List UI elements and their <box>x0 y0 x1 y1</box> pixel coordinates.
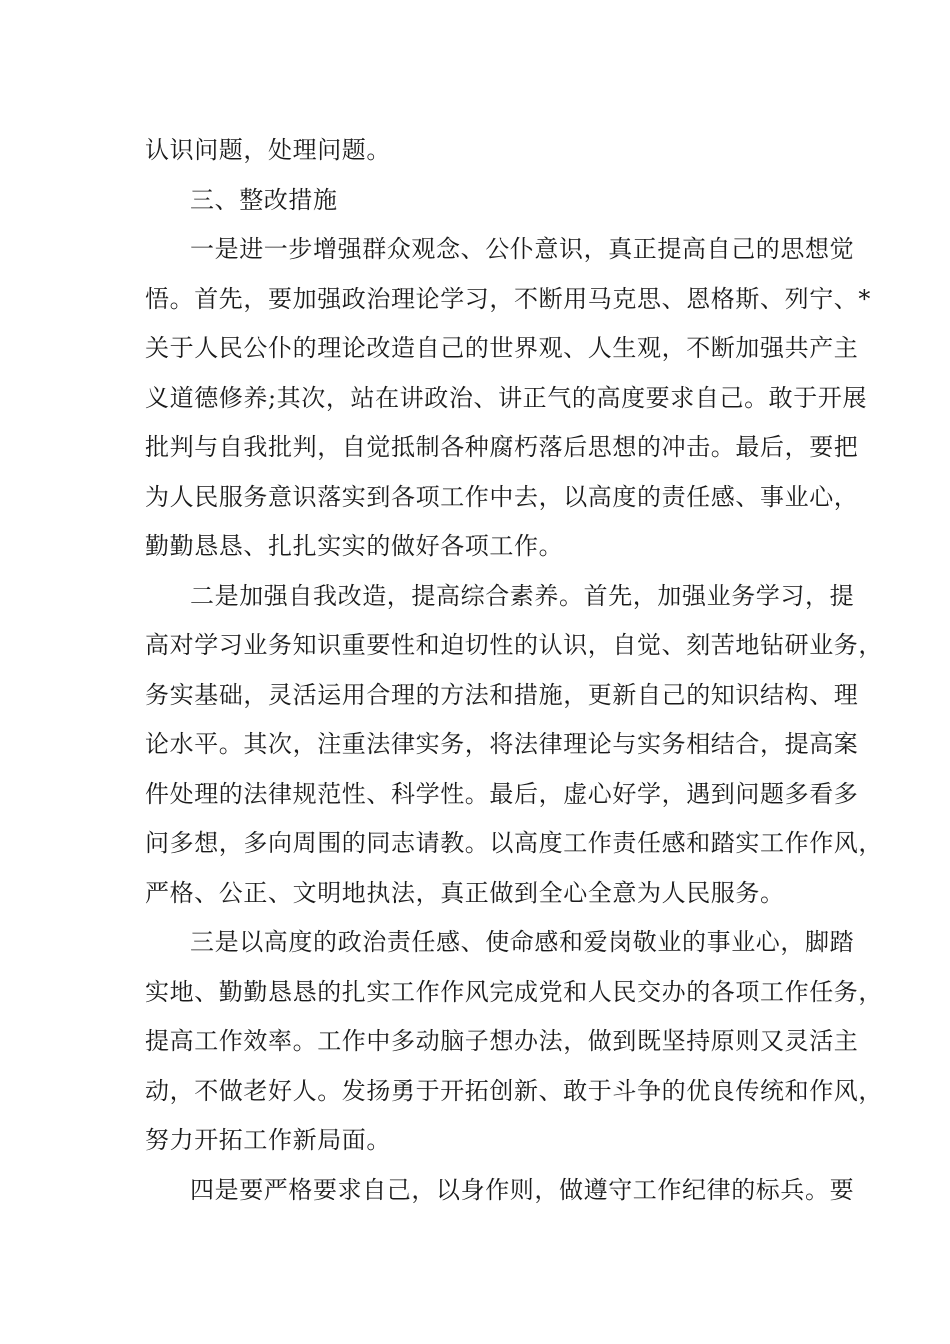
text-line: 一是进一步增强群众观念、公仆意识，真正提高自己的思想觉 <box>190 235 855 263</box>
text-line: 为人民服务意识落实到各项工作中去，以高度的责任感、事业心， <box>145 482 859 511</box>
text-line: 三、整改措施 <box>190 185 338 214</box>
text-line: 务实基础，灵活运用合理的方法和措施，更新自己的知识结构、理 <box>145 680 859 709</box>
text-line: 认识问题，处理问题。 <box>145 136 391 164</box>
text-line: 件处理的法律规范性、科学性。最后，虚心好学，遇到问题多看多 <box>145 779 859 808</box>
text-line: 勤勤恳恳、扎扎实实的做好各项工作。 <box>145 532 564 560</box>
text-line: 批判与自我批判，自觉抵制各种腐朽落后思想的冲击。最后，要把 <box>145 433 859 461</box>
text-line: 义道德修养;其次，站在讲政治、讲正气的高度要求自己。敢于开展 <box>145 383 868 412</box>
document-body <box>145 126 883 1215</box>
text-line: 提高工作效率。工作中多动脑子想办法，做到既坚持原则又灵活主 <box>145 1027 859 1055</box>
text-line: 论水平。其次，注重法律实务，将法律理论与实务相结合，提高案 <box>145 730 859 758</box>
text-line: 努力开拓工作新局面。 <box>145 1126 391 1154</box>
text-line: 动，不做老好人。发扬勇于开拓创新、敢于斗争的优良传统和作风， <box>145 1076 883 1105</box>
text-line: 高对学习业务知识重要性和迫切性的认识，自觉、刻苦地钻研业务， <box>145 631 883 659</box>
text-line: 关于人民公仆的理论改造自己的世界观、人生观，不断加强共产主 <box>145 334 859 362</box>
text-line: 严格、公正、文明地执法，真正做到全心全意为人民服务。 <box>145 878 785 907</box>
text-line: 二是加强自我改造，提高综合素养。首先，加强业务学习，提 <box>190 581 855 610</box>
text-line: 问多想，多向周围的同志请教。以高度工作责任感和踏实工作作风， <box>145 829 883 857</box>
text-line: 实地、勤勤恳恳的扎实工作作风完成党和人民交办的各项工作任务， <box>145 977 883 1006</box>
text-line: 四是要严格要求自己，以身作则，做遵守工作纪律的标兵。要 <box>190 1175 855 1204</box>
text-line: 悟。首先，要加强政治理论学习，不断用马克思、恩格斯、列宁、* <box>145 284 871 313</box>
text-line: 三是以高度的政治责任感、使命感和爱岗敬业的事业心，脚踏 <box>190 928 855 956</box>
